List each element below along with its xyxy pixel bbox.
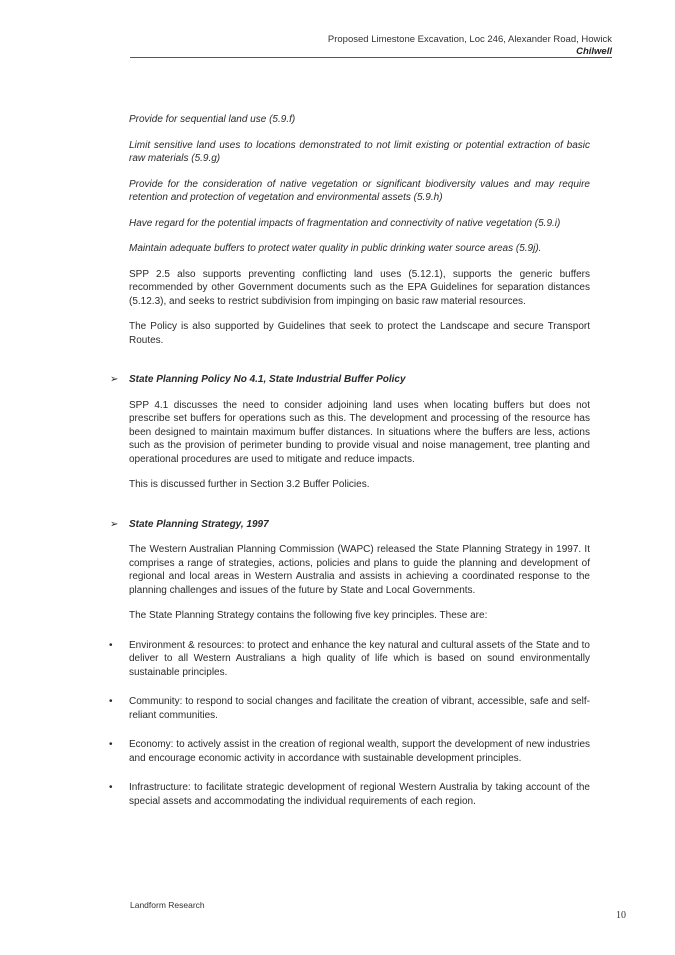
arrow-bullet-icon: ➢	[110, 374, 119, 385]
bullet-icon: •	[109, 696, 113, 707]
policy-clause: Have regard for the potential impacts of fragmentation and connectivity of native vegetation (5.9.i)	[129, 217, 561, 229]
list-item-text: Economy: to actively assist in the creation of regional wealth, support the development of new industries and encourage economic activity in accordance with sustainable development principles.	[129, 739, 590, 764]
header-title: Proposed Limestone Excavation, Loc 246, Alexander Road, Howick	[327, 34, 612, 45]
policy-clause: Maintain adequate buffers to protect water quality in public drinking water source areas (5.9j).	[129, 243, 542, 254]
paragraph: The State Planning Strategy contains the following five key principles. These are:	[129, 610, 488, 621]
section-heading-text: State Planning Policy No 4.1, State Industrial Buffer Policy	[129, 374, 406, 385]
list-item-text: Infrastructure: to facilitate strategic development of regional Western Australia by taking account of the special assets and accommodating the individual requirements of each region.	[129, 782, 590, 807]
arrow-bullet-icon: ➢	[110, 518, 119, 530]
list-item	[109, 738, 590, 765]
policy-clause: Provide for sequential land use (5.9.f)	[129, 114, 296, 125]
policy-clause: Provide for the consideration of native vegetation or significant biodiversity values and may require retention and protection of vegetation and environmental assets (5.9.h)	[129, 178, 590, 203]
list-item	[109, 639, 590, 680]
section-heading-text: State Planning Strategy, 1997	[129, 518, 269, 530]
paragraph: This is discussed further in Section 3.2 Buffer Policies.	[129, 479, 370, 490]
document-body	[109, 113, 590, 808]
section-heading	[110, 373, 590, 387]
bullet-icon: •	[109, 639, 113, 651]
header-client: Chilwell	[576, 46, 612, 57]
paragraph: SPP 2.5 also supports preventing conflicting land uses (5.12.1), supports the generic buffers recommended by other Government documents such as the EPA Guidelines for separation distances (5.12.3), and seeks to restrict subdivision from impinging on basic raw material resources.	[129, 268, 590, 307]
paragraph: The Western Australian Planning Commission (WAPC) released the State Planning Strategy in 1997. It comprises a range of strategies, actions, policies and plans to guide the planning and development of regional and local areas in Western Australia and assists in achieving a coordinated response to the planning challenges and issues of the future by State and Local Governments.	[129, 544, 590, 596]
footer-author: Landform Research	[130, 900, 205, 910]
section-heading	[110, 518, 590, 532]
page-header	[130, 34, 612, 58]
list-item	[109, 781, 590, 808]
paragraph: The Policy is also supported by Guidelines that seek to protect the Landscape and secure Transport Routes.	[129, 321, 590, 346]
page-number: 10	[616, 910, 626, 921]
list-item-text: Community: to respond to social changes and facilitate the creation of vibrant, accessible, safe and self-reliant communities.	[129, 696, 590, 721]
policy-clause: Limit sensitive land uses to locations demonstrated to not limit existing or potential extraction of basic raw materials (5.9.g)	[129, 139, 590, 164]
bullet-icon: •	[109, 739, 113, 750]
paragraph: SPP 4.1 discusses the need to consider adjoining land uses when locating buffers but does not prescribe set buffers for operations such as this. The development and processing of the resource has been designed to maintain maximum buffer distances. In situations where the buffers are less, actions such as the provision of perimeter bunding to provide visual and noise management, tree planting and operational procedures are used to mitigate and reduce impacts.	[129, 399, 590, 465]
list-item-text: Environment & resources: to protect and enhance the key natural and cultural assets of the State and to deliver to all Western Australians a high quality of life which is based on sound environmentally sustainable principles.	[129, 639, 590, 678]
header-divider	[130, 57, 612, 58]
list-item	[109, 695, 590, 722]
bullet-icon: •	[109, 782, 113, 793]
